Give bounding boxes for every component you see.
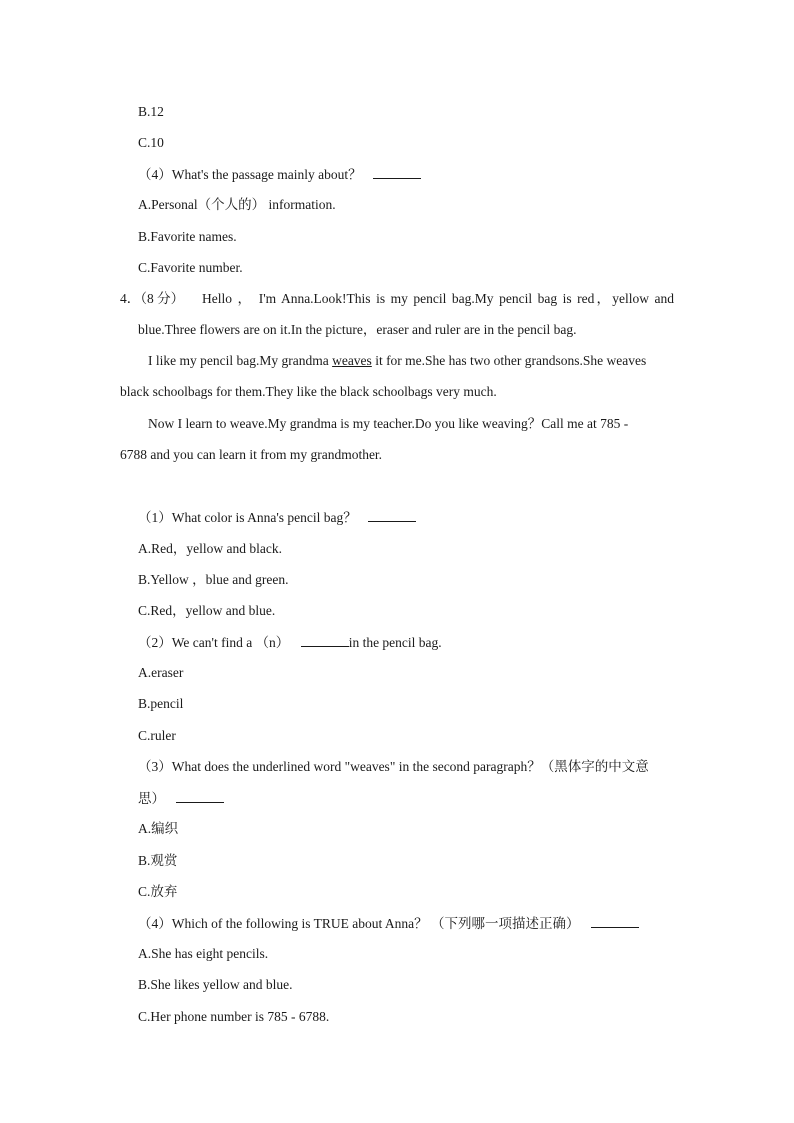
option-b: B.She likes yellow and blue. (138, 977, 293, 992)
answer-blank[interactable] (368, 509, 416, 522)
question-stem (138, 915, 639, 932)
answer-blank[interactable] (176, 790, 224, 803)
option-a: A.eraser (138, 665, 184, 680)
question-text: in the pencil bag. (348, 635, 442, 650)
answer-blank[interactable] (301, 634, 349, 647)
passage-line: blue.Three flowers are on it.In the picture，eraser and ruler are in the pencil bag. (138, 322, 577, 337)
question-text: （4）Which of the following is TRUE about Anna？ （下列哪一项描述正确） (138, 916, 580, 931)
option-b: B.Favorite names. (138, 229, 237, 244)
question-text: （4）What's the passage mainly about？ (138, 167, 362, 182)
answer-blank[interactable] (591, 915, 639, 928)
question-stem (138, 166, 421, 183)
passage-text: I like my pencil bag.My grandma (148, 353, 333, 368)
underlined-word: weaves (332, 353, 372, 368)
option-b: B.pencil (138, 696, 184, 711)
passage-line: Now I learn to weave.My grandma is my teacher.Do you like weaving？Call me at 785 - (148, 416, 629, 431)
passage-line: 6788 and you can learn it from my grandmother. (120, 447, 383, 462)
option-b: B.Yellow ，blue and green. (138, 572, 289, 587)
option-c: C.ruler (138, 728, 176, 743)
option-b: B.12 (138, 104, 164, 119)
passage-line (148, 353, 646, 369)
passage-text: it for me.She has two other grandsons.She weaves (371, 353, 647, 368)
question-text: 思） (138, 791, 165, 806)
question-stem (138, 634, 442, 651)
option-c: C.Her phone number is 785 - 6788. (138, 1009, 330, 1024)
question-4-header (120, 291, 674, 307)
option-c: C.放弃 (138, 884, 178, 899)
question-text: （2）We can't find a （n） (138, 635, 290, 650)
passage-line: Hello ， I'm Anna.Look!This is my pencil bag.My pencil bag is red，yellow and (202, 291, 674, 306)
option-c: C.Red，yellow and blue. (138, 603, 276, 618)
option-c: C.10 (138, 135, 164, 150)
option-a: A.Red，yellow and black. (138, 541, 282, 556)
question-stem (138, 509, 416, 526)
option-c: C.Favorite number. (138, 260, 243, 275)
answer-blank[interactable] (373, 166, 421, 179)
question-points: （8 分） (140, 291, 185, 306)
question-stem-cont (138, 790, 224, 807)
option-a: A.Personal（个人的） information. (138, 197, 336, 212)
question-text: （1）What color is Anna's pencil bag？ (138, 510, 357, 525)
passage-line: black schoolbags for them.They like the black schoolbags very much. (120, 384, 497, 399)
question-stem: （3）What does the underlined word "weaves" in the second paragraph？（黑体字的中文意 (138, 759, 649, 774)
option-a: A.She has eight pencils. (138, 946, 269, 961)
option-a: A.编织 (138, 821, 179, 836)
question-number: 4． (120, 291, 141, 306)
option-b: B.观赏 (138, 853, 178, 868)
